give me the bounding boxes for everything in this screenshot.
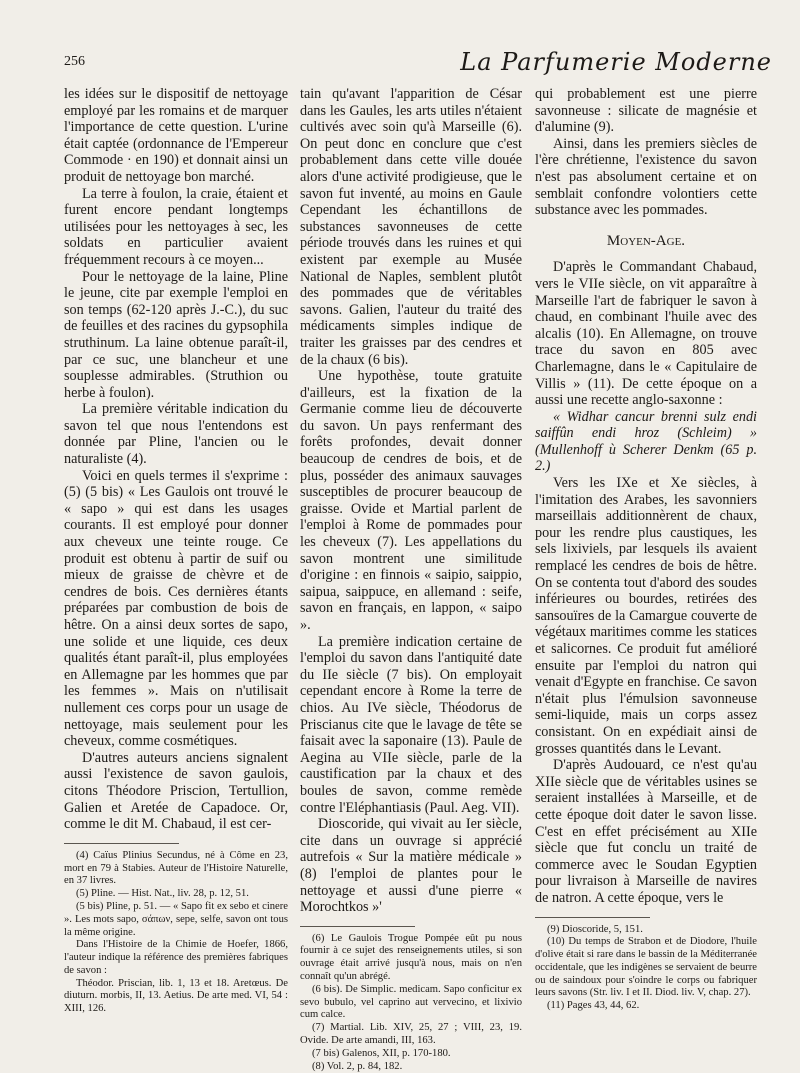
- footnote-divider: [64, 843, 179, 844]
- footnote: (11) Pages 43, 44, 62.: [547, 1000, 640, 1012]
- paragraph: D'après le Commandant Chabaud, vers le VIIe siècle, on vit apparaître à Marseille l'art de fabriquer le savon à chaud, en combinant l'huile avec des alcalis (10). En Allemagne, on trouve trace du savon en 805 avec Charlemagne, dans le « Capitulaire de Villis » (11). De cette époque on a aussi une recette anglo-saxonne :: [535, 259, 757, 409]
- footnote: Dans l'Histoire de la Chimie de Hoefer, 1866, l'auteur indique la référence des premières fabriques de savon :: [64, 939, 288, 976]
- footnote: (9) Dioscoride, 5, 151.: [547, 923, 643, 935]
- footnotes: [300, 933, 522, 1073]
- footnotes: [535, 924, 757, 1014]
- paragraph: La terre à foulon, la craie, étaient et furent encore pendant longtemps utilisées pour les nettoyages à sec, les soldats en particulier avaient fréquemment recours à ce moyen...: [64, 185, 288, 268]
- paragraph: tain qu'avant l'apparition de César dans les Gaules, les arts utiles n'étaient cultivés avec soin qu'à Marseille (6). On peut donc en conclure que c'est probablement dans cette ville douée alors d'une activité prodigieuse, que le savon fut inventé, au moins en Gaule Cependant les échantillons de substances savonneuses de cette période trouvés dans les ruines et qui existent par exemple au Musée National de Naples, semblent plutôt des pommades que de véritables savons. Galien, l'auteur du traité des médicaments simples indique de traiter les graisses par des cendres et de la chaux (6 bis).: [300, 86, 522, 368]
- column-3: [535, 86, 757, 1013]
- paragraph: La première indication certaine de l'emploi du savon dans l'antiquité date du IIe siècle (7 bis). On employait cependant encore à Rome la terre de chios. Au IVe siècle, Théodorus de Priscianus cite que le lavage de tête se faisait avec la saponaire (13). Paule de Aegina au VIIe siècle, parle de la caustification par la chaux et des boules de savon, comme remède contre l'Eléphantiasis (Paul. Aeg. VII).: [300, 633, 522, 816]
- column-1: [64, 86, 288, 1016]
- paragraph: Voici en quels termes il s'exprime : (5) (5 bis) « Les Gaulois ont trouvé le « sapo » qui est dans les usages courants. Il est employé pour donner aux cheveux une teinte rouge. Ce produit est obtenu à partir de suif ou mieux de graisse de chèvre et de cendres de bois. Ces dernières étants préparées par combustion de bois de hêtre. On a ainsi deux sortes de sapo, une solide et une liquide, ces deux qualités étant paraît-il, plus employées en Allemagne par les hommes que par les femmes ». Mais on n'utilisait nullement ces corps pour un usage de nettoyage, mais seulement pour les cheveux, comme cosmétiques.: [64, 467, 288, 750]
- paragraph: Une hypothèse, toute gratuite d'ailleurs, est la fixation de la Germanie comme lieu de découverte du savon. Un pays renfermant des forêts profondes, devait donner beaucoup de cendres de bois, et de plus, posséder des animaux sauvages susceptibles de procurer beaucoup de graisse. Ovide et Martial parlent de l'emploi à Rome de pommades pour les cheveux (7). Les appellations du savon montrent une similitude d'origine : en finnois « saipio, saippio, saipua, saippuce, en allemand : seife, savon en français, en lappon, « saipo ».: [300, 368, 522, 633]
- paragraph: « Widhar cancur brenni sulz endi saiffûn endi hroz (Schleim) » (Mullenhoff ù Scherer Denkm (65 p. 2.): [535, 408, 757, 475]
- footnote: (6 bis). De Simplic. medicam. Sapo conficitur ex sevo bubulo, vel caprino aut vervecino, et lixivio cum calce.: [300, 983, 522, 1021]
- page-number: 256: [64, 54, 85, 69]
- footnote: (5) Pline. — Hist. Nat., liv. 28, p. 12, 51.: [76, 888, 249, 900]
- paragraph: Dioscoride, qui vivait au Ier siècle, cite dans un ouvrage si apprécié autrefois « Sur la matière médicale » (8) l'emploi de plantes pour le nettoyage et aussi d'une pierre « Morochtkos »': [300, 816, 522, 916]
- footnote: (7) Martial. Lib. XIV, 25, 27 ; VIII, 23, 19. Ovide. De arte amandi, III, 163.: [300, 1022, 522, 1047]
- footnote: (10) Du temps de Strabon et de Diodore, l'huile d'olive était si rare dans le bassin de la Méditerranée occidentale, que les indigènes se servaient de beurre ou de saindoux pour s'oindre le corps ou fabriquer leurs savons (Str. liv. I et II. Diod. liv. V, chap. 27).: [535, 936, 757, 999]
- footnote: (6) Le Gaulois Trogue Pompée eût pu nous fournir à ce sujet des renseignements utiles, si son ouvrage était arrivé jusqu'à nous, mais on n'en connaît qu'un abrégé.: [300, 932, 522, 983]
- paragraph: Pour le nettoyage de la laine, Pline le jeune, cite par exemple l'emploi en son temps (62-120 après J.-C.), du suc de feuilles et des racines du gypsophila struthinum. La laine obtenue paraît-il, par ce suc, une blancheur et une souplesse admirables. (Struthion ou herbe à foulon).: [64, 268, 288, 401]
- section-heading: Moyen-Age.: [606, 232, 686, 249]
- journal-title: La Parfumerie Moderne: [460, 48, 772, 76]
- paragraph: qui probablement est une pierre savonneuse : silicate de magnésie et d'alumine (9).: [535, 86, 757, 136]
- paragraph: D'autres auteurs anciens signalent aussi l'existence de savon gaulois, citons Théodore Priscion, Tertullion, Galien et Aretée de Capadoce. Or, comme le dit M. Chabaud, il est cer-: [64, 749, 288, 833]
- column-2: [300, 86, 522, 1073]
- footnotes: [64, 850, 288, 1016]
- paragraph: Ainsi, dans les premiers siècles de l'ère chrétienne, l'existence du savon n'est pas absolument certaine et on semblait confondre volontiers cette substance avec les pommades.: [535, 135, 757, 219]
- paragraph: les idées sur le dispositif de nettoyage employé par les romains et de marquer l'importance de cette question. L'urine était captée (ordonnance de l'Empereur Commode · en 190) et donnait ainsi un produit de nettoyage bon marché.: [64, 86, 288, 185]
- footnote: (7 bis) Galenos, XII, p. 170-180.: [312, 1047, 451, 1059]
- paragraph: La première véritable indication du savon tel que nous l'entendons est donnée par Pline, l'ancien ou le naturaliste (4).: [64, 401, 288, 468]
- footnote: Théodor. Priscian, lib. 1, 13 et 18. Aretœus. De diuturn. morbis, II, 13. Aetius. De arte med. VI, 54 : XIII, 126.: [64, 977, 288, 1015]
- footnote-divider: [535, 917, 650, 918]
- footnote: (4) Caïus Plinius Secundus, né à Côme en 23, mort en 79 à Stabies. Auteur de l'Histoire Naturelle, en 37 livres.: [64, 849, 288, 887]
- footnote-divider: [300, 926, 415, 927]
- footnote: (8) Vol. 2, p. 84, 182.: [312, 1060, 403, 1072]
- paragraph: D'après Audouard, ce n'est qu'au XIIe siècle que de véritables usines se seraient installées à Marseille, et de cette époque doit dater le savon lisse. C'est en effet précisément au XIIe siècle que fut conclu un traité de commerce avec le Soudan Egyptien pour livraison à Marseille de navires de natron. A cette époque, vers le: [535, 757, 757, 906]
- paragraph: Vers les IXe et Xe siècles, à l'imitation des Arabes, les savonniers marseillais additionnèrent de chaux, pour les rendre plus caustiques, les sels lixiviels, par lesquels ils avaient remplacé les cendres de bois de hêtre. On se contenta tout d'abord des soudes inférieures ou bourdes, retirées des sansouïres de la Camargue couverte de végétaux maritimes comme les statices et salicornes. Ce produit fut amélioré ensuite par l'emploi du natron qui venait d'Egypte en franchise. Ce savon n'était plus l'émulsion savonneuse semi-liquide, mais un corps assez consistant. On en expédiait ainsi de grosses quantités dans le Levant.: [535, 475, 757, 757]
- footnote: (5 bis) Pline, p. 51. — « Sapo fit ex sebo et cinere ». Les mots sapo, σάπων, sepe, selfe, savon ont tous la même origine.: [64, 900, 288, 938]
